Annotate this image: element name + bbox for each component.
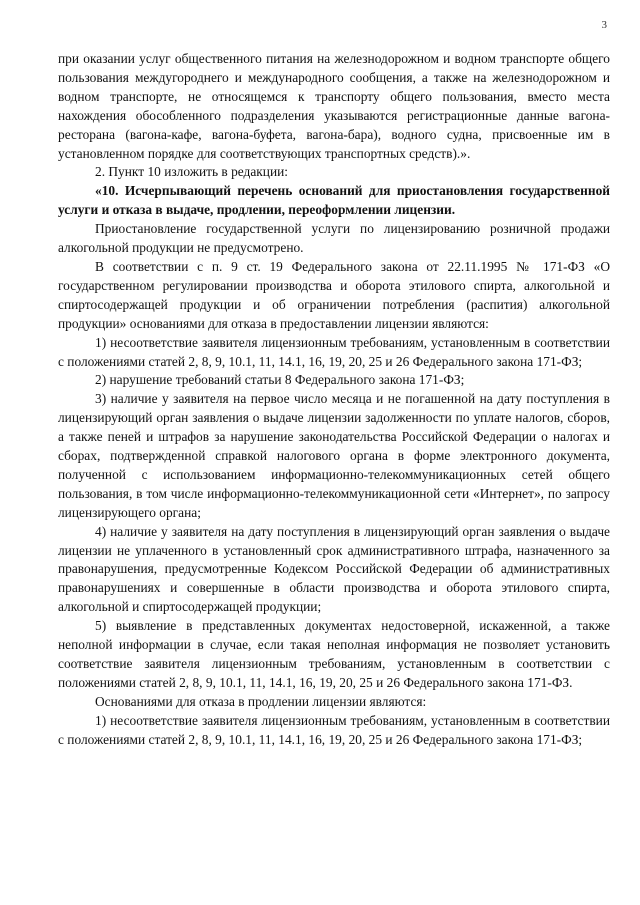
list-item: 5) выявление в представленных документах недостоверной, искаженной, а также неполной информации в случае, если такая неполная информация не позволяет установить соответствие заявителя лицензионным требованиям, установленным в соответствии с положениями статей 2, 8, 9, 10.1, 11, 14.1, 16, 19, 20, 25 и 26 Федерального закона 171-ФЗ. — [58, 618, 610, 690]
paragraph-renewal-intro: Основаниями для отказа в продлении лицензии являются: — [95, 693, 427, 709]
list-item: 1) несоответствие заявителя лицензионным требованиям, установленным в соответствии с положениями статей 2, 8, 9, 10.1, 11, 14.1, 16, 19, 20, 25 и 26 Федерального закона 171-ФЗ; — [58, 334, 610, 369]
list-item: 3) наличие у заявителя на первое число месяца и не погашенной на дату поступления в лицензирующий орган заявления о выдаче лицензии задолженности по уплате налогов, сборов, а также пеней и штрафов за нарушение законодательства Российской Федерации о налогах и сборах, подтвержденной справкой налогового органа в форме электронного документа, полученной с использованием информационно-телекоммуникационных сетей общего пользования, в том числе информационно-телекоммуникационной сети «Интернет», по запросу лицензирующего органа; — [58, 391, 610, 520]
document-body — [58, 50, 610, 750]
section-heading: «10. Исчерпывающий перечень оснований для приостановления государственной услуги и отказа в выдаче, продлении, переоформлении лицензии. — [58, 183, 610, 218]
list-item: 1) несоответствие заявителя лицензионным требованиям, установленным в соответствии с положениями статей 2, 8, 9, 10.1, 11, 14.1, 16, 19, 20, 25 и 26 Федерального закона 171-ФЗ; — [58, 712, 610, 747]
page-number: 3 — [601, 19, 607, 31]
list-item: 2) нарушение требований статьи 8 Федерального закона 171-ФЗ; — [95, 372, 465, 388]
paragraph-grounds-intro: В соответствии с п. 9 ст. 19 Федерального закона от 22.11.1995 № 171-ФЗ «О государственном регулировании производства и оборота этилового спирта, алкогольной и спиртосодержащей продукции и об ограничении потребления (распития) алкогольной продукции» основаниями для отказа в предоставлении лицензии являются: — [58, 258, 610, 331]
paragraph-continuation: при оказании услуг общественного питания на железнодорожном и водном транспорте общего пользования междугороднего и международного сообщения, а также на железнодорожном и водном транспорте, не относящемся к транспорту общего пользования, вместо места нахождения обособленного подразделения указываются регистрационные данные вагона-ресторана (вагона-кафе, вагона-буфета, вагона-бара), водного судна, присвоенные им в установленном порядке для соответствующих транспортных средств).». — [58, 51, 610, 161]
list-item: 4) наличие у заявителя на дату поступления в лицензирующий орган заявления о выдаче лицензии не уплаченного в установленный срок административного штрафа, назначенного за правонарушения, предусмотренные Кодексом Российской Федерации об административных правонарушениях и совершенные в области производства и оборота этилового спирта, алкогольной и спиртосодержащей продукции; — [58, 523, 610, 615]
paragraph-suspension: Приостановление государственной услуги по лицензированию розничной продажи алкогольной продукции не предусмотрено. — [58, 221, 610, 256]
paragraph-item-2: 2. Пункт 10 изложить в редакции: — [95, 164, 289, 180]
